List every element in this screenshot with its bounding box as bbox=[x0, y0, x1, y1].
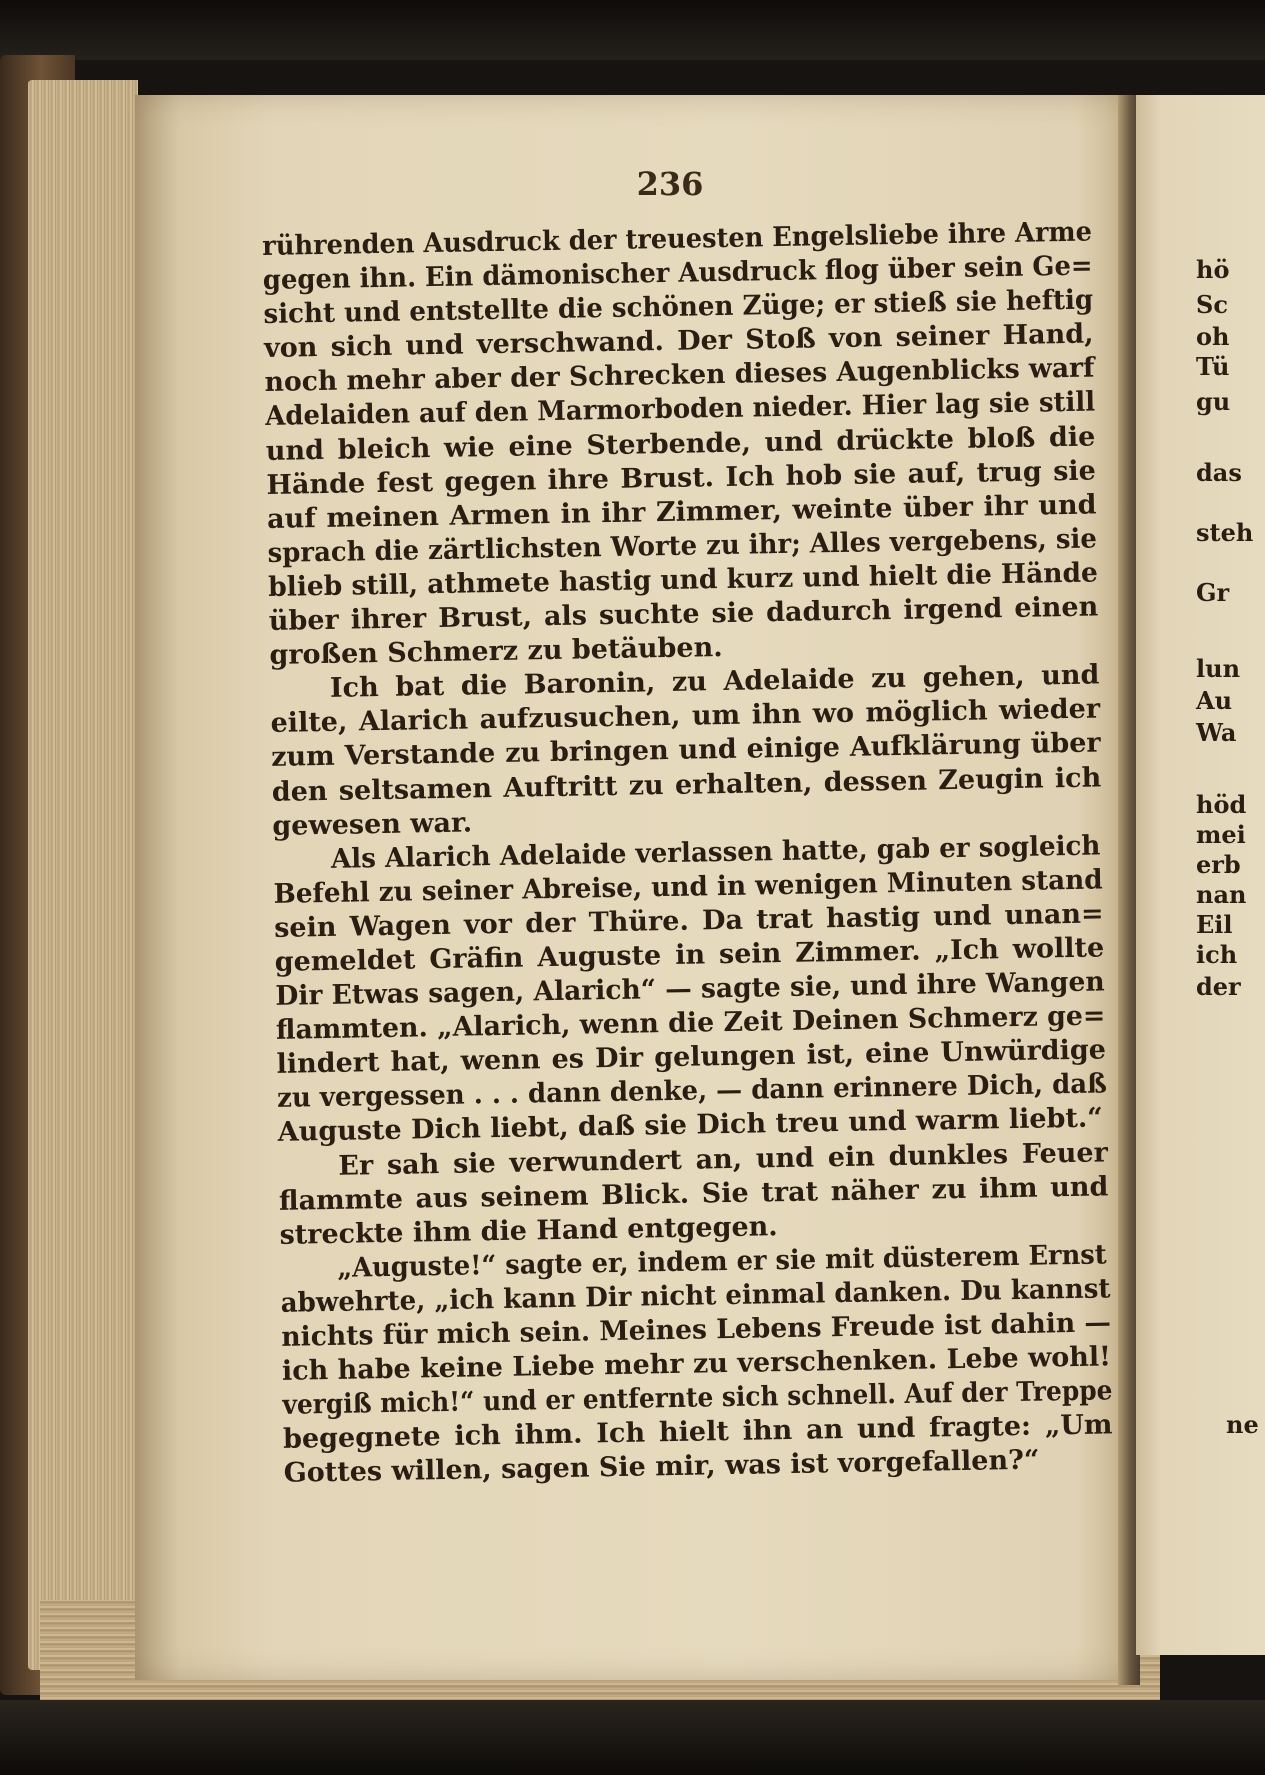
paragraph bbox=[270, 659, 1103, 844]
text-line: sprach die zärtlichsten Worte zu ihr; Alles vergebens, sie bbox=[267, 523, 1098, 569]
text-line: sicht und entstellte die schönen Züge; er stieß sie heftig bbox=[263, 284, 1094, 331]
facing-page-fragment: hö bbox=[1196, 255, 1230, 284]
text-line: über ihrer Brust, als suchte sie dadurch irgend einen bbox=[268, 591, 1099, 637]
text-line: Gottes willen, sagen Sie mir, was ist vorgefallen?“ bbox=[283, 1444, 1040, 1490]
text-line: Auguste Dich liebt, daß sie Dich treu und warm liebt.“ bbox=[277, 1102, 1104, 1149]
facing-page-fragment: ich bbox=[1196, 940, 1238, 969]
page-text bbox=[262, 216, 1114, 1492]
page-edges-left bbox=[28, 80, 138, 1670]
page-number: 236 bbox=[636, 165, 704, 203]
facing-page-fragments bbox=[1196, 0, 1265, 1700]
background-table bbox=[0, 0, 1265, 60]
text-line: zum Verstande zu bringen und einige Aufklärung über bbox=[270, 727, 1101, 774]
facing-page-fragment: Gr bbox=[1196, 578, 1230, 607]
text-line: sein Wagen vor der Thüre. Da trat hastig und unan= bbox=[273, 898, 1104, 944]
facing-page-fragment: höd bbox=[1196, 790, 1247, 819]
facing-page-fragment: Eil bbox=[1196, 910, 1233, 939]
facing-page-fragment: ne bbox=[1226, 1410, 1259, 1439]
text-line: gewesen war. bbox=[272, 807, 473, 842]
text-line: auf meinen Armen in ihr Zimmer, weinte über ihr und bbox=[266, 489, 1097, 535]
paragraph bbox=[273, 829, 1108, 1150]
text-line: zu vergessen . . . dann denke, — dann erinnere Dich, daß bbox=[276, 1068, 1108, 1115]
text-line: Adelaiden auf den Marmorboden nieder. Hier lag sie still bbox=[264, 386, 1096, 433]
text-line: flammte aus seinem Blick. Sie trat näher zu ihm und bbox=[278, 1171, 1109, 1217]
facing-page-fragment: Au bbox=[1196, 686, 1233, 715]
text-line: Befehl zu seiner Abreise, und in wenigen Minuten stand bbox=[273, 864, 1103, 910]
text-line: gemeldet Gräfin Auguste in sein Zimmer. „Ich wollte bbox=[274, 932, 1105, 978]
text-line: rührenden Ausdruck der treuesten Engelsliebe ihre Arme bbox=[262, 216, 1093, 262]
text-line: flammten. „Alarich, wenn die Zeit Deinen Schmerz ge= bbox=[275, 1000, 1106, 1047]
facing-page-fragment: Sc bbox=[1196, 290, 1228, 319]
facing-page-fragment: mei bbox=[1196, 820, 1246, 849]
text-line: großen Schmerz zu betäuben. bbox=[269, 632, 723, 672]
paragraph bbox=[280, 1238, 1114, 1491]
text-line: blieb still, athmete hastig und kurz und hielt die Hände bbox=[267, 557, 1099, 603]
facing-page-fragment: gu bbox=[1196, 387, 1231, 416]
facing-page-fragment: Tü bbox=[1196, 352, 1230, 381]
text-line: nichts für mich sein. Meines Lebens Freude ist dahin — bbox=[281, 1307, 1112, 1353]
text-line: streckte ihm die Hand entgegen. bbox=[279, 1210, 778, 1251]
background-bottom bbox=[0, 1700, 1265, 1775]
text-line: eilte, Alarich aufzusuchen, um ihn wo möglich wieder bbox=[270, 693, 1101, 740]
facing-page-fragment: steh bbox=[1196, 518, 1254, 547]
text-line: Dir Etwas sagen, Alarich“ — sagte sie, und ihre Wangen bbox=[275, 966, 1105, 1012]
text-line: noch mehr aber der Schrecken dieses Augenblicks warf bbox=[264, 352, 1095, 399]
text-line: Hände fest gegen ihre Brust. Ich hob sie auf, trug sie bbox=[266, 455, 1097, 501]
text-line: den seltsamen Auftritt zu erhalten, dessen Zeugin ich bbox=[271, 761, 1102, 808]
text-line: begegnete ich ihm. Ich hielt ihn an und fragte: „Um bbox=[282, 1409, 1113, 1456]
facing-page-fragment: das bbox=[1196, 458, 1242, 487]
text-line: gegen ihn. Ein dämonischer Ausdruck flog über sein Ge= bbox=[262, 250, 1093, 297]
facing-page-fragment: Wa bbox=[1196, 718, 1237, 747]
text-line: von sich und verschwand. Der Stoß von seiner Hand, bbox=[263, 318, 1094, 365]
text-line: abwehrte, „ich kann Dir nicht einmal danken. Du kannst bbox=[280, 1273, 1111, 1319]
paragraph bbox=[262, 216, 1100, 674]
facing-page-fragment: nan bbox=[1196, 880, 1247, 909]
text-line: vergiß mich!“ und er entfernte sich schnell. Auf der Treppe bbox=[282, 1375, 1113, 1422]
text-line: lindert hat, wenn es Dir gelungen ist, eine Unwürdige bbox=[276, 1034, 1107, 1081]
facing-page-fragment: oh bbox=[1196, 322, 1230, 351]
facing-page-fragment: erb bbox=[1196, 850, 1241, 879]
text-line: „Auguste!“ sagte er, indem er sie mit düsterem Ernst bbox=[337, 1239, 1107, 1284]
text-line: ich habe keine Liebe mehr zu verschenken. Lebe wohl! bbox=[281, 1341, 1112, 1387]
facing-page-fragment: der bbox=[1196, 972, 1241, 1001]
text-line: Als Alarich Adelaide verlassen hatte, gab er sogleich bbox=[330, 830, 1101, 875]
facing-page-fragment: lun bbox=[1196, 654, 1241, 683]
text-line: und bleich wie eine Sterbende, und drückte bloß die bbox=[265, 421, 1096, 467]
text-line: Ich bat die Baronin, zu Adelaide zu gehen, und bbox=[329, 659, 1100, 705]
text-line: Er sah sie verwundert an, und ein dunkles Feuer bbox=[338, 1136, 1109, 1182]
paragraph bbox=[278, 1136, 1110, 1253]
